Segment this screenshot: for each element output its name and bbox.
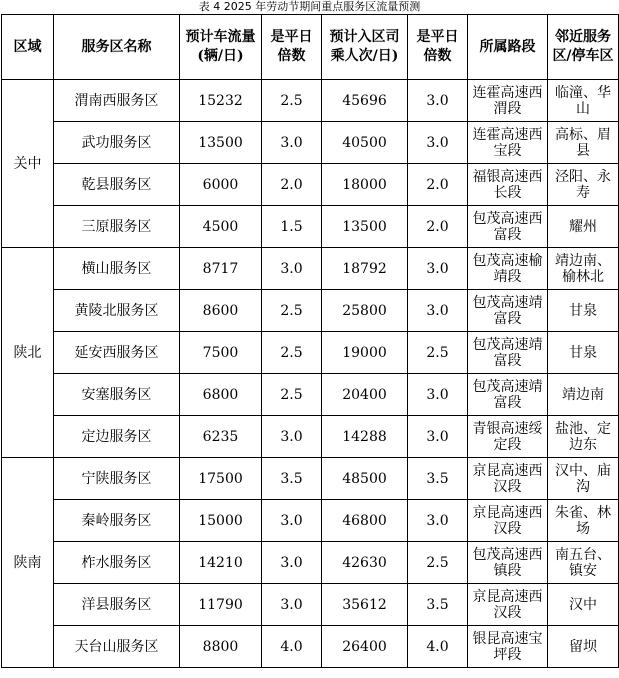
traffic-value: 8717 bbox=[180, 248, 262, 290]
passenger-ratio-value: 3.0 bbox=[408, 248, 468, 290]
table-row bbox=[2, 416, 619, 458]
passengers-value: 20400 bbox=[322, 374, 408, 416]
passenger-ratio-value: 2.0 bbox=[408, 164, 468, 206]
nearby-areas: 泾阳、永寿 bbox=[548, 164, 619, 206]
nearby-areas: 汉中 bbox=[548, 584, 619, 626]
header-passengers: 预计入区司乘人次/日) bbox=[322, 15, 408, 80]
service-area-name: 渭南西服务区 bbox=[54, 80, 180, 122]
passenger-ratio-value: 3.0 bbox=[408, 374, 468, 416]
table-row bbox=[2, 458, 619, 500]
passenger-ratio-value: 2.0 bbox=[408, 206, 468, 248]
nearby-areas: 南五台、镇安 bbox=[548, 542, 619, 584]
traffic-value: 17500 bbox=[180, 458, 262, 500]
service-area-name: 天台山服务区 bbox=[54, 626, 180, 668]
passenger-ratio-value: 3.0 bbox=[408, 416, 468, 458]
passengers-value: 42630 bbox=[322, 542, 408, 584]
traffic-value: 7500 bbox=[180, 332, 262, 374]
region-cell: 陕南 bbox=[2, 458, 54, 668]
service-area-name: 乾县服务区 bbox=[54, 164, 180, 206]
road-section: 京昆高速西汉段 bbox=[468, 584, 548, 626]
road-section: 包茂高速西富段 bbox=[468, 206, 548, 248]
nearby-areas: 临潼、华山 bbox=[548, 80, 619, 122]
traffic-ratio-value: 1.5 bbox=[262, 206, 322, 248]
road-section: 福银高速西长段 bbox=[468, 164, 548, 206]
nearby-areas: 甘泉 bbox=[548, 332, 619, 374]
service-area-name: 三原服务区 bbox=[54, 206, 180, 248]
table-row bbox=[2, 122, 619, 164]
nearby-areas: 汉中、庙沟 bbox=[548, 458, 619, 500]
road-section: 连霍高速西宝段 bbox=[468, 122, 548, 164]
passenger-ratio-value: 3.5 bbox=[408, 584, 468, 626]
traffic-ratio-value: 4.0 bbox=[262, 626, 322, 668]
traffic-ratio-value: 2.0 bbox=[262, 164, 322, 206]
passengers-value: 46800 bbox=[322, 500, 408, 542]
passengers-value: 19000 bbox=[322, 332, 408, 374]
passengers-value: 48500 bbox=[322, 458, 408, 500]
traffic-value: 15000 bbox=[180, 500, 262, 542]
traffic-ratio-value: 3.5 bbox=[262, 458, 322, 500]
table-row bbox=[2, 248, 619, 290]
service-area-name: 横山服务区 bbox=[54, 248, 180, 290]
road-section: 包茂高速靖富段 bbox=[468, 290, 548, 332]
table-row bbox=[2, 626, 619, 668]
passengers-value: 26400 bbox=[322, 626, 408, 668]
road-section: 银昆高速宝坪段 bbox=[468, 626, 548, 668]
traffic-ratio-value: 3.0 bbox=[262, 122, 322, 164]
passenger-ratio-value: 2.5 bbox=[408, 332, 468, 374]
table-row bbox=[2, 374, 619, 416]
traffic-ratio-value: 3.0 bbox=[262, 248, 322, 290]
header-passenger-ratio: 是平日倍数 bbox=[408, 15, 468, 80]
table-row bbox=[2, 80, 619, 122]
table-row bbox=[2, 206, 619, 248]
passenger-ratio-value: 3.0 bbox=[408, 500, 468, 542]
passenger-ratio-value: 3.0 bbox=[408, 290, 468, 332]
nearby-areas: 耀州 bbox=[548, 206, 619, 248]
region-cell: 关中 bbox=[2, 80, 54, 248]
nearby-areas: 靖边南、榆林北 bbox=[548, 248, 619, 290]
traffic-ratio-value: 3.0 bbox=[262, 416, 322, 458]
header-nearby: 邻近服务区/停车区 bbox=[548, 15, 619, 80]
passengers-value: 18792 bbox=[322, 248, 408, 290]
road-section: 连霍高速西渭段 bbox=[468, 80, 548, 122]
nearby-areas: 甘泉 bbox=[548, 290, 619, 332]
nearby-areas: 盐池、定边东 bbox=[548, 416, 619, 458]
header-traffic-ratio: 是平日倍数 bbox=[262, 15, 322, 80]
header-name: 服务区名称 bbox=[54, 15, 180, 80]
road-section: 青银高速绥定段 bbox=[468, 416, 548, 458]
traffic-ratio-value: 2.5 bbox=[262, 374, 322, 416]
header-region: 区域 bbox=[2, 15, 54, 80]
service-area-name: 宁陕服务区 bbox=[54, 458, 180, 500]
passenger-ratio-value: 2.5 bbox=[408, 542, 468, 584]
traffic-value: 11790 bbox=[180, 584, 262, 626]
traffic-ratio-value: 2.5 bbox=[262, 332, 322, 374]
road-section: 包茂高速靖富段 bbox=[468, 332, 548, 374]
passengers-value: 13500 bbox=[322, 206, 408, 248]
service-area-forecast-table bbox=[1, 14, 619, 668]
passengers-value: 14288 bbox=[322, 416, 408, 458]
service-area-name: 秦岭服务区 bbox=[54, 500, 180, 542]
table-row bbox=[2, 500, 619, 542]
traffic-value: 8600 bbox=[180, 290, 262, 332]
road-section: 包茂高速西镇段 bbox=[468, 542, 548, 584]
passenger-ratio-value: 3.5 bbox=[408, 458, 468, 500]
header-traffic: 预计车流量(辆/日) bbox=[180, 15, 262, 80]
service-area-name: 黄陵北服务区 bbox=[54, 290, 180, 332]
nearby-areas: 朱雀、林场 bbox=[548, 500, 619, 542]
header-road: 所属路段 bbox=[468, 15, 548, 80]
service-area-name: 柞水服务区 bbox=[54, 542, 180, 584]
nearby-areas: 高标、眉县 bbox=[548, 122, 619, 164]
table-caption: 表 4 2025 年劳动节期间重点服务区流量预测 bbox=[198, 0, 421, 13]
service-area-name: 武功服务区 bbox=[54, 122, 180, 164]
passengers-value: 40500 bbox=[322, 122, 408, 164]
table-row bbox=[2, 164, 619, 206]
traffic-value: 15232 bbox=[180, 80, 262, 122]
service-area-name: 安塞服务区 bbox=[54, 374, 180, 416]
passenger-ratio-value: 4.0 bbox=[408, 626, 468, 668]
traffic-value: 13500 bbox=[180, 122, 262, 164]
passengers-value: 45696 bbox=[322, 80, 408, 122]
header-row bbox=[2, 15, 619, 80]
passengers-value: 35612 bbox=[322, 584, 408, 626]
region-cell: 陕北 bbox=[2, 248, 54, 458]
road-section: 包茂高速靖富段 bbox=[468, 374, 548, 416]
traffic-value: 6235 bbox=[180, 416, 262, 458]
table-row bbox=[2, 542, 619, 584]
table-row bbox=[2, 584, 619, 626]
road-section: 京昆高速西汉段 bbox=[468, 458, 548, 500]
road-section: 京昆高速西汉段 bbox=[468, 500, 548, 542]
traffic-ratio-value: 3.0 bbox=[262, 584, 322, 626]
passenger-ratio-value: 3.0 bbox=[408, 80, 468, 122]
table-row bbox=[2, 332, 619, 374]
service-area-name: 定边服务区 bbox=[54, 416, 180, 458]
road-section: 包茂高速榆靖段 bbox=[468, 248, 548, 290]
traffic-value: 14210 bbox=[180, 542, 262, 584]
traffic-ratio-value: 2.5 bbox=[262, 290, 322, 332]
nearby-areas: 留坝 bbox=[548, 626, 619, 668]
traffic-ratio-value: 3.0 bbox=[262, 500, 322, 542]
table-body bbox=[2, 80, 619, 668]
service-area-name: 洋县服务区 bbox=[54, 584, 180, 626]
traffic-ratio-value: 2.5 bbox=[262, 80, 322, 122]
nearby-areas: 靖边南 bbox=[548, 374, 619, 416]
passengers-value: 18000 bbox=[322, 164, 408, 206]
traffic-value: 8800 bbox=[180, 626, 262, 668]
passengers-value: 25800 bbox=[322, 290, 408, 332]
traffic-value: 4500 bbox=[180, 206, 262, 248]
passenger-ratio-value: 3.0 bbox=[408, 122, 468, 164]
traffic-value: 6000 bbox=[180, 164, 262, 206]
traffic-value: 6800 bbox=[180, 374, 262, 416]
traffic-ratio-value: 3.0 bbox=[262, 542, 322, 584]
service-area-name: 延安西服务区 bbox=[54, 332, 180, 374]
table-row bbox=[2, 290, 619, 332]
